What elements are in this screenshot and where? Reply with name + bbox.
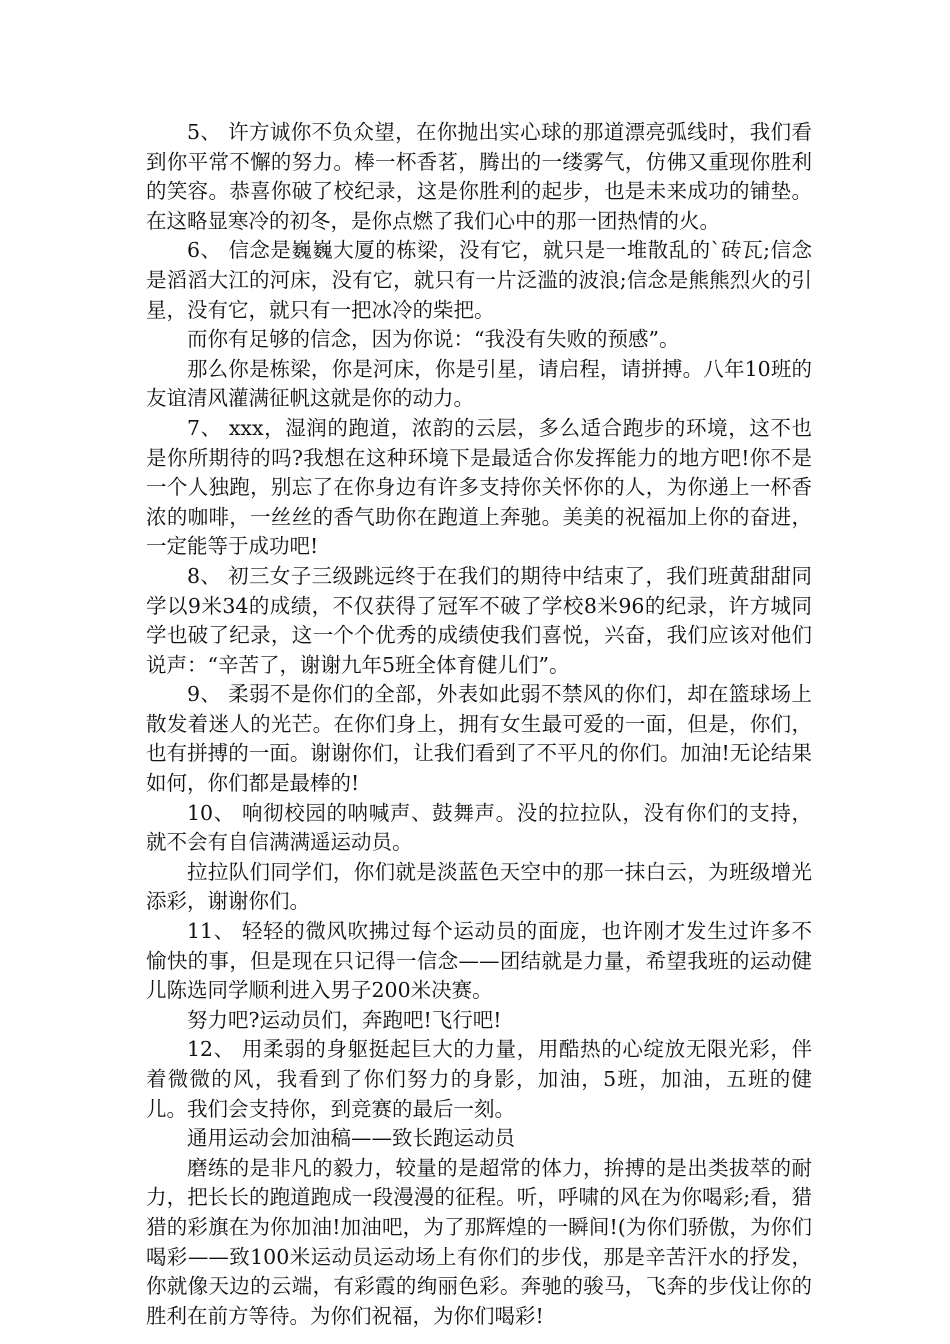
- paragraph-item-7: 7、 xxx，湿润的跑道，浓韵的云层，多么适合跑步的环境，这不也是你所期待的吗?我想在这种环境下是最适合你发挥能力的地方吧!你不是一个人独跑，别忘了在你身边有许多支持你关怀你的人，为你递上一杯香浓的咖啡，一丝丝的香气助你在跑道上奔驰。美美的祝福加上你的奋进，一定能等于成功吧!: [146, 415, 812, 559]
- document-body: [146, 118, 812, 1331]
- paragraph-item-6: 6、 信念是巍巍大厦的栋梁，没有它，就只是一堆散乱的`砖瓦;信念是滔滔大江的河床，没有它，就只有一片泛滥的波浪;信念是熊熊烈火的引星，没有它，就只有一把冰冷的柴把。: [146, 238, 812, 322]
- paragraph-item-12: 12、 用柔弱的身躯挺起巨大的力量，用酷热的心绽放无限光彩，伴着微微的风，我看到了你们努力的身影，加油，5班，加油，五班的健儿。我们会支持你，到竞赛的最后一刻。: [146, 1037, 812, 1121]
- section-heading-long-run: 通用运动会加油稿——致长跑运动员: [187, 1126, 515, 1151]
- paragraph-item-9: 9、 柔弱不是你们的全部，外表如此弱不禁风的你们，却在篮球场上散发着迷人的光芒。在你们身上，拥有女生最可爱的一面，但是，你们，也有拼搏的一面。谢谢你们，让我们看到了不平凡的你们。加油!无论结果如何，你们都是最棒的!: [146, 682, 812, 796]
- paragraph-run-fly: 努力吧?运动员们，奔跑吧!飞行吧!: [187, 1007, 502, 1032]
- paragraph-class-wind: 那么你是栋梁，你是河床，你是引星，请启程，请拼搏。八年10班的友谊清风灌满征帆这就是你的动力。: [146, 356, 812, 411]
- paragraph-item-5: 5、 许方诚你不负众望，在你抛出实心球的那道漂亮弧线时，我们看到你平常不懈的努力。棒一杯香茗，腾出的一缕雾气，仿佛又重现你胜利的笑容。恭喜你破了校纪录，这是你胜利的起步，也是未来成功的铺垫。在这略显寒冷的初冬，是你点燃了我们心中的那一团热情的火。: [146, 120, 812, 233]
- paragraph-item-10: 10、 响彻校园的呐喊声、鼓舞声。没的拉拉队，没有你们的支持，就不会有自信满满遥运动员。: [146, 800, 812, 855]
- paragraph-item-11: 11、 轻轻的微风吹拂过每个运动员的面庞，也许刚才发生过许多不愉快的事，但是现在只记得一信念——团结就是力量，希望我班的运动健儿陈选同学顺利进入男子200米决赛。: [146, 919, 812, 1003]
- paragraph-item-8: 8、 初三女子三级跳远终于在我们的期待中结束了，我们班黄甜甜同学以9米34的成绩，不仅获得了冠军不破了学校8米96的纪录，许方城同学也破了纪录，这一个个优秀的成绩使我们喜悦，兴奋，我们应该对他们说声：“辛苦了，谢谢九年5班全体育健儿们”。: [146, 563, 812, 677]
- paragraph-belief: 而你有足够的信念，因为你说：“我没有失败的预感”。: [187, 327, 680, 352]
- paragraph-cheerleaders: 拉拉队们同学们，你们就是淡蓝色天空中的那一抹白云，为班级增光添彩，谢谢你们。: [146, 859, 812, 914]
- paragraph-long-run: 磨练的是非凡的毅力，较量的是超常的体力，拚搏的是出类拔萃的耐力，把长长的跑道跑成一段漫漫的征程。听，呼啸的风在为你喝彩;看，猎猎的彩旗在为你加油!加油吧，为了那辉煌的一瞬间!(为你们骄傲，为你们喝彩——致100米运动员运动场上有你们的步伐，那是辛苦汗水的抒发，你就像天边的云端，有彩霞的绚丽色彩。奔驰的骏马，飞奔的步伐让你的胜利在前方等待。为你们祝福，为你们喝彩!: [146, 1155, 812, 1328]
